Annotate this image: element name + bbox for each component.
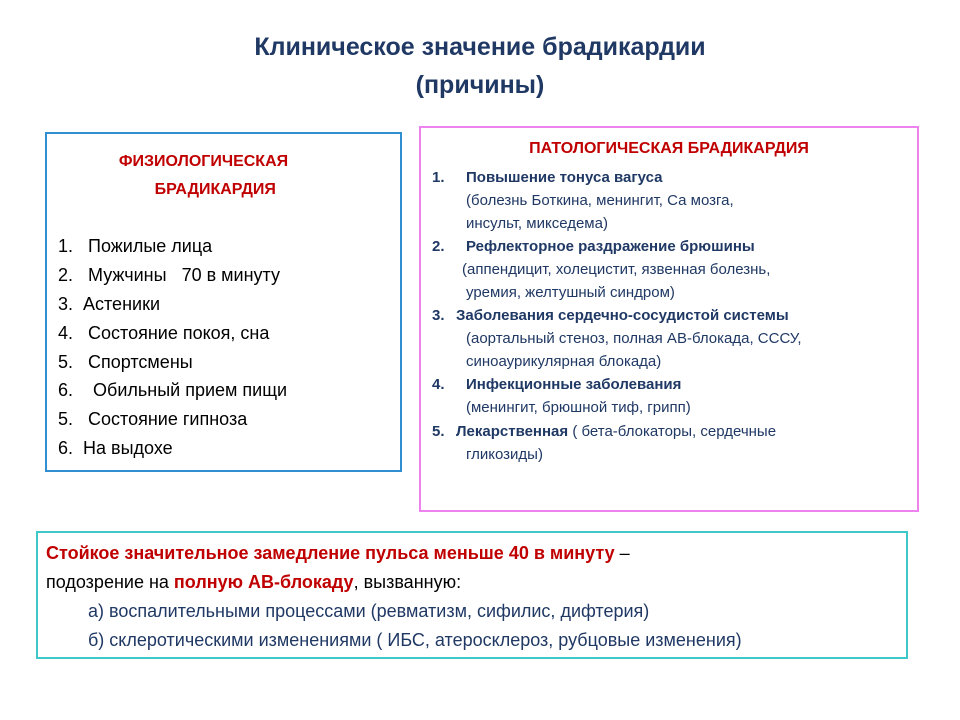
item-detail: уремия, желтушный синдром) <box>466 284 675 301</box>
item-detail: (аортальный стеноз, полная АВ-блокада, СССУ, <box>466 330 802 347</box>
conclusion-line-2 <box>46 568 461 596</box>
item-detail: инсульт, микседема) <box>466 215 608 232</box>
list-item <box>432 166 912 235</box>
item-title: Инфекционные заболевания <box>466 376 682 393</box>
conclusion-text: подозрение на <box>46 572 174 592</box>
physiological-heading-line-1: ФИЗИОЛОГИЧЕСКАЯ <box>118 153 289 170</box>
item-number: 2. <box>432 238 445 255</box>
physiological-heading <box>47 148 400 204</box>
item-number: 4. <box>432 376 445 393</box>
pathological-heading: ПАТОЛОГИЧЕСКАЯ БРАДИКАРДИЯ <box>529 140 809 157</box>
list-item <box>432 304 912 373</box>
list-item: 6. Обильный прием пищи <box>58 380 288 401</box>
conclusion-line-1 <box>46 539 630 567</box>
item-detail: (болезнь Боткина, менингит, Са мозга, <box>466 192 734 209</box>
av-block-highlight: полную АВ-блокаду <box>173 572 354 592</box>
item-number: 5. <box>432 423 445 440</box>
list-item: 6. На выдохе <box>58 438 173 459</box>
physiological-box <box>45 132 402 472</box>
item-title: Лекарственная <box>456 423 569 440</box>
item-inline-detail: ( бета-блокаторы, сердечные <box>568 423 777 440</box>
conclusion-line-3: а) воспалительными процессами (ревматизм, сифилис, дифтерия) <box>88 601 650 621</box>
pathological-box <box>419 126 919 512</box>
item-detail: (менингит, брюшной тиф, грипп) <box>466 399 691 416</box>
list-item <box>432 235 912 304</box>
item-detail: гликозиды) <box>466 446 543 463</box>
item-number: 3. <box>432 307 445 324</box>
list-item: 5. Состояние гипноза <box>58 409 248 430</box>
conclusion-dash: – <box>614 543 630 563</box>
conclusion-emphasis: Стойкое значительное замедление пульса меньше 40 в минуту <box>46 543 615 563</box>
physiological-heading-line-2: БРАДИКАРДИЯ <box>154 181 276 198</box>
list-item: 1. Пожилые лица <box>58 236 213 256</box>
item-title: Повышение тонуса вагуса <box>466 169 663 186</box>
list-item: 5. Спортсмены <box>58 351 193 372</box>
list-item: 2. Мужчины 70 в минуту <box>58 264 280 285</box>
title-line-2: (причины) <box>415 71 545 99</box>
list-item <box>432 420 912 466</box>
item-number: 1. <box>432 169 445 186</box>
item-detail: (аппендицит, холецистит, язвенная болезнь, <box>462 261 771 278</box>
physiological-list <box>58 232 287 463</box>
conclusion-box <box>36 531 908 659</box>
title-line-1: Клиническое значение брадикардии <box>254 33 706 61</box>
list-item: 4. Состояние покоя, сна <box>58 322 270 343</box>
list-item <box>432 373 912 419</box>
item-title: Рефлекторное раздражение брюшины <box>466 238 755 255</box>
conclusion-line-4: б) склеротическими изменениями ( ИБС, атеросклероз, рубцовые изменения) <box>88 630 742 650</box>
pathological-list <box>432 166 912 466</box>
page-title <box>0 28 960 104</box>
item-detail: синоаурикулярная блокада) <box>466 353 662 370</box>
conclusion-text: , вызванную: <box>353 572 462 592</box>
list-item: 3. Астеники <box>58 293 160 314</box>
item-title: Заболевания сердечно-сосудистой системы <box>456 307 789 324</box>
